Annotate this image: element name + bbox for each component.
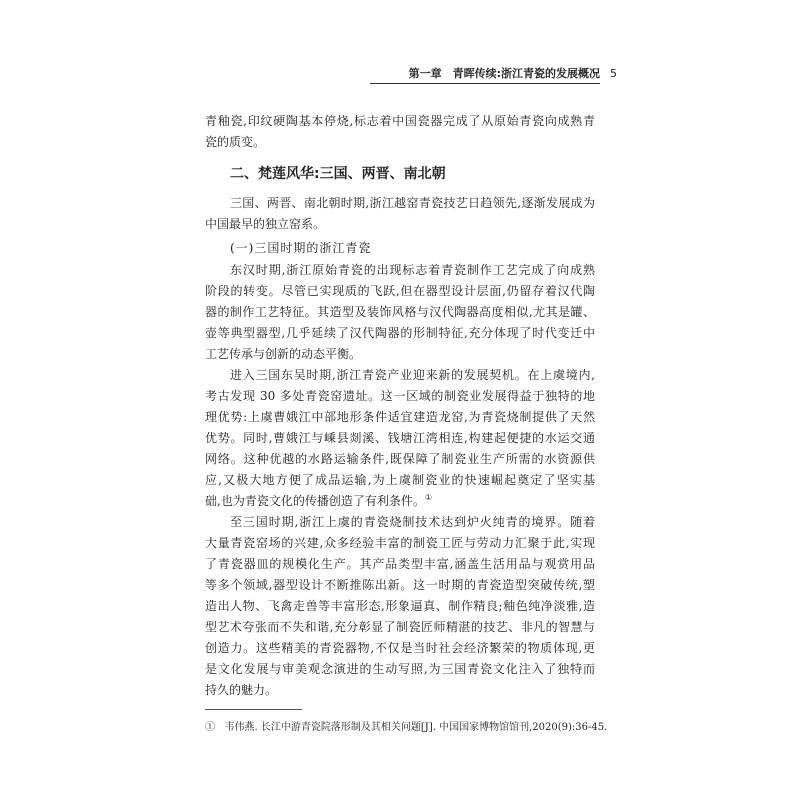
footnote-reference[interactable]: ① (424, 493, 432, 502)
text-line: 壶等典型器型,几乎延续了汉代陶器的形制特征,充分体现了时代变迁中 (205, 326, 595, 340)
text-line: 网络。这种优越的水路运输条件,既保障了制瓷业生产所需的水资源供 (205, 452, 595, 466)
page-number: 5 (610, 67, 617, 80)
text-line: 青釉瓷,印纹硬陶基本停烧,标志着中国瓷器完成了从原始青瓷向成熟青 (205, 114, 595, 128)
text-line: 工艺传承与创新的动态平衡。 (205, 347, 362, 361)
text-line: 至三国时期,浙江上虞的青瓷烧制技术达到炉火纯青的境界。随着 (230, 515, 595, 529)
text-line: 东汉时期,浙江原始青瓷的出现标志着青瓷制作工艺完成了向成熟 (230, 263, 595, 277)
footnote-divider (205, 709, 302, 710)
text-line: 了青瓷器皿的规模化生产。其产品类型丰富,涵盖生活用品与观赏用品 (205, 557, 595, 571)
text-line: 造出人物、飞禽走兽等丰富形态,形象逼真、制作精良;釉色纯净淡雅,造 (205, 599, 595, 613)
text-line: 持久的魅力。 (205, 683, 278, 697)
footnote-marker: ① (205, 722, 215, 733)
text-line: 理优势:上虞曹娥江中部地形条件适宜建造龙窑,为青瓷烧制提供了天然 (205, 410, 595, 424)
text-line: 考古发现 30 多处青瓷窑遗址。这一区域的制瓷业发展得益于独特的地 (205, 389, 595, 403)
text-line: 等多个领域,器型设计不断推陈出新。这一时期的青瓷造型突破传统,塑 (205, 578, 595, 592)
text-line: 创造力。这些精美的青瓷器物,不仅是当时社会经济繁荣的物质体现,更 (205, 641, 595, 655)
text-line: 中国最早的独立窑系。 (205, 217, 326, 231)
running-header: 第一章 青晖传续:浙江青瓷的发展概况 (370, 67, 600, 84)
text-line: 进入三国东吴时期,浙江青瓷产业迎来新的发展契机。在上虞境内, (230, 368, 595, 382)
text-line: 优势。同时,曹娥江与嵊县剡溪、钱塘江湾相连,构建起便捷的水运交通 (205, 431, 595, 445)
text-line: 是文化发展与审美观念演进的生动写照,为三国青瓷文化注入了独特而 (205, 662, 595, 676)
text-line-content: 础,也为青瓷文化的传播创造了有利条件。 (205, 494, 425, 508)
text-line: 大量青瓷窑场的兴建,众多经验丰富的制瓷工匠与劳动力汇聚于此,实现 (205, 536, 595, 550)
text-line (205, 493, 595, 509)
footnote (205, 721, 607, 734)
text-line: 三国、两晋、南北朝时期,浙江越窑青瓷技艺日趋领先,逐渐发展成为 (230, 196, 595, 210)
subsection-heading: (一)三国时期的浙江青瓷 (230, 241, 372, 255)
text-line: 阶段的转变。尽管已实现质的飞跃,但在器型设计层面,仍留存着汉代陶 (205, 284, 595, 298)
text-line: 瓷的质变。 (205, 135, 266, 149)
text-line: 型艺术夸张而不失和谐,充分彰显了制瓷匠师精湛的技艺、非凡的智慧与 (205, 620, 595, 634)
text-line: 器的制作工艺特征。其造型及装饰风格与汉代陶器高度相似,尤其是罐、 (205, 305, 595, 319)
section-heading: 二、梵莲风华:三国、两晋、南北朝 (230, 166, 446, 182)
footnote-text: 韦伟燕. 长江中游青瓷院落形制及其相关问题[J]. 中国国家博物馆馆刊,2020(9):36-45. (224, 722, 608, 733)
text-line: 应,又极大地方便了成品运输,为上虞制瓷业的快速崛起奠定了坚实基 (205, 473, 595, 487)
